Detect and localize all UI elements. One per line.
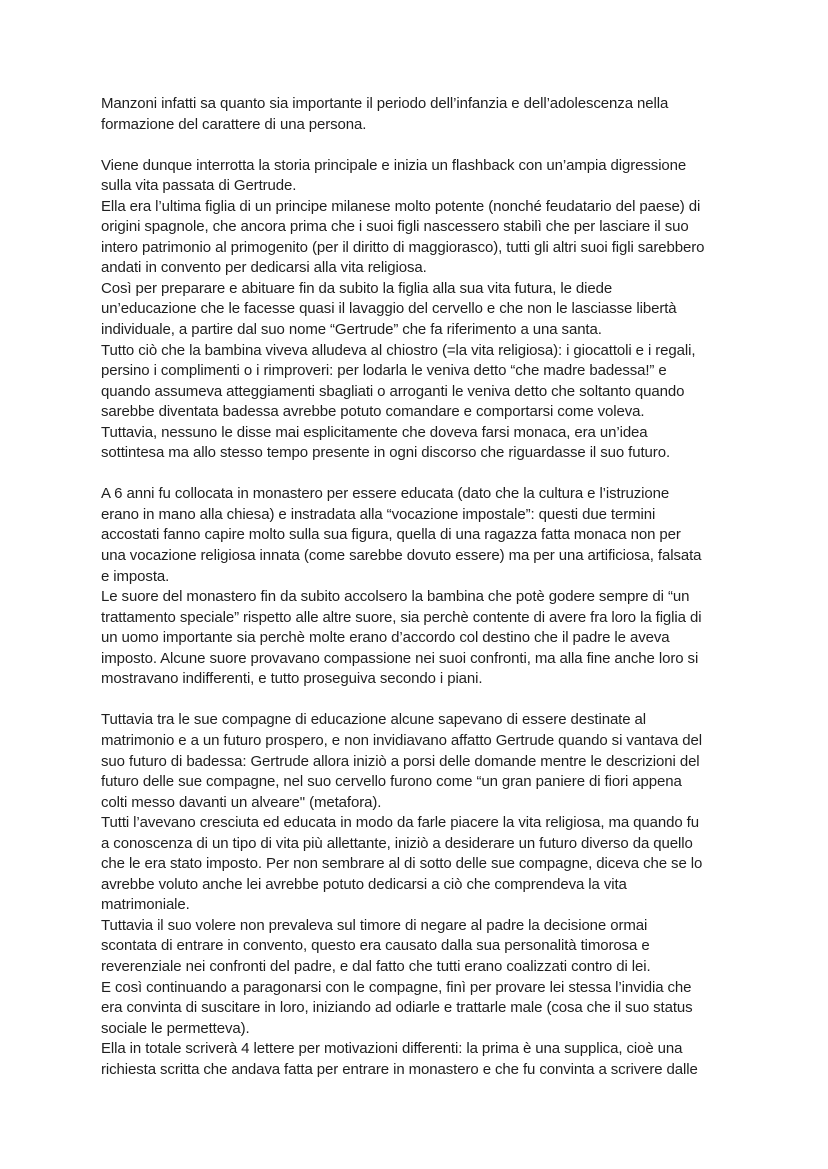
text-line: un’educazione che le facesse quasi il lavaggio del cervello e che non le lasciasse libertà <box>101 300 677 318</box>
text-line: colti messo davanti un alveare" (metafora). <box>101 793 382 811</box>
text-line: E così continuando a paragonarsi con le compagne, finì per provare lei stessa l’invidia che <box>101 978 692 996</box>
text-line: suo futuro di badessa: Gertrude allora iniziò a porsi delle domande mentre le descrizioni del <box>101 752 700 770</box>
text-line: matrimonio e a un futuro prospero, e non invidiavano affatto Gertrude quando si vantava del <box>101 731 703 749</box>
text-line: sulla vita passata di Gertrude. <box>101 177 297 195</box>
document-body <box>101 94 741 1080</box>
text-line: scontata di entrare in convento, questo era causato dalla sua personalità timorosa e <box>101 937 650 955</box>
text-line: Tuttavia il suo volere non prevaleva sul timore di negare al padre la decisione ormai <box>101 916 648 934</box>
text-line: reverenziale nei confronti del padre, e dal fatto che tutti erano coalizzati contro di lei. <box>101 957 651 975</box>
paragraph-gap <box>101 135 741 156</box>
text-line: A 6 anni fu collocata in monastero per essere educata (dato che la cultura e l’istruzione <box>101 485 670 503</box>
text-line: sottintesa ma allo stesso tempo presente in ogni discorso che riguardasse il suo futuro. <box>101 444 671 462</box>
text-line: quando assumeva atteggiamenti sbagliati o arroganti le veniva detto che soltanto quando <box>101 382 685 400</box>
text-line: mostravano indifferenti, e tutto proseguiva secondo i piani. <box>101 670 483 688</box>
text-line: Manzoni infatti sa quanto sia importante il periodo dell’infanzia e dell’adolescenza nella <box>101 95 669 112</box>
text-line: origini spagnole, che ancora prima che i suoi figli nascessero stabilì che per lasciare il suo <box>101 218 689 236</box>
text-line: erano in mano alla chiesa) e instradata alla “vocazione impostale”: questi due termini <box>101 505 656 523</box>
text-line: Tuttavia, nessuno le disse mai esplicitamente che doveva farsi monaca, era un’idea <box>101 423 648 441</box>
text-line: richiesta scritta che andava fatta per entrare in monastero e che fu convinta a scrivere dalle <box>101 1060 698 1078</box>
text-line: sociale le permetteva). <box>101 1019 250 1037</box>
paragraph <box>101 484 741 689</box>
text-line: e imposta. <box>101 567 170 585</box>
text-line: a conoscenza di un tipo di vita più allettante, iniziò a desiderare un futuro diverso da quello <box>101 834 693 852</box>
text-line: accostati fanno capire molto sulla sua figura, quella di una ragazza fatta monaca non per <box>101 526 681 544</box>
text-line: imposto. Alcune suore provavano compassione nei suoi confronti, ma alla fine anche loro si <box>101 649 699 667</box>
text-line: Ella era l’ultima figlia di un principe milanese molto potente (nonché feudatario del paese) di <box>101 197 701 215</box>
text-line: Tutto ciò che la bambina viveva alludeva al chiostro (=la vita religiosa): i giocattoli e i regali, <box>101 341 696 359</box>
text-line: una vocazione religiosa innata (come sarebbe dovuto essere) ma per una artificiosa, falsata <box>101 547 702 565</box>
paragraph <box>101 156 741 464</box>
paragraph <box>101 94 741 135</box>
text-line: andati in convento per dedicarsi alla vita religiosa. <box>101 259 427 277</box>
paragraph-gap <box>101 690 741 711</box>
text-line: Tuttavia tra le sue compagne di educazione alcune sapevano di essere destinate al <box>101 711 647 729</box>
text-line: formazione del carattere di una persona. <box>101 115 367 133</box>
text-line: era convinta di suscitare in loro, iniziando ad odiarle e trattarle male (cosa che il suo status <box>101 999 693 1017</box>
text-line: avrebbe voluto anche lei avrebbe potuto dedicarsi a ciò che comprendeva la vita <box>101 875 627 893</box>
paragraph-gap <box>101 464 741 485</box>
text-line: Tutti l’avevano cresciuta ed educata in modo da farle piacere la vita religiosa, ma quando fu <box>101 814 699 832</box>
text-line: Così per preparare e abituare fin da subito la figlia alla sua vita futura, le diede <box>101 279 613 297</box>
text-line: trattamento speciale” rispetto alle altre suore, sia perchè contente di avere fra loro la figlia di <box>101 608 702 626</box>
text-line: sarebbe diventata badessa avrebbe potuto comandare e comportarsi come voleva. <box>101 403 645 421</box>
text-line: futuro delle sue compagne, nel suo cervello furono come “un gran paniere di fiori appena <box>101 773 682 791</box>
text-line: che le era stato imposto. Per non sembrare al di sotto delle sue compagne, diceva che se lo <box>101 855 703 873</box>
text-line: persino i complimenti o i rimproveri: per lodarla le veniva detto “che madre badessa!” e <box>101 362 667 380</box>
text-line: Viene dunque interrotta la storia principale e inizia un flashback con un’ampia digressione <box>101 156 687 174</box>
text-line: intero patrimonio al primogenito (per il diritto di maggiorasco), tutti gli altri suoi figli sarebbero <box>101 238 705 256</box>
text-line: individuale, a partire dal suo nome “Gertrude” che fa riferimento a una santa. <box>101 321 602 339</box>
text-line: Ella in totale scriverà 4 lettere per motivazioni differenti: la prima è una supplica, cioè una <box>101 1040 683 1058</box>
paragraph <box>101 710 741 1080</box>
text-line: Le suore del monastero fin da subito accolsero la bambina che potè godere sempre di “un <box>101 588 690 606</box>
text-line: matrimoniale. <box>101 896 190 914</box>
text-line: un uomo importante sia perchè molte erano d’accordo col destino che il padre le aveva <box>101 629 670 647</box>
